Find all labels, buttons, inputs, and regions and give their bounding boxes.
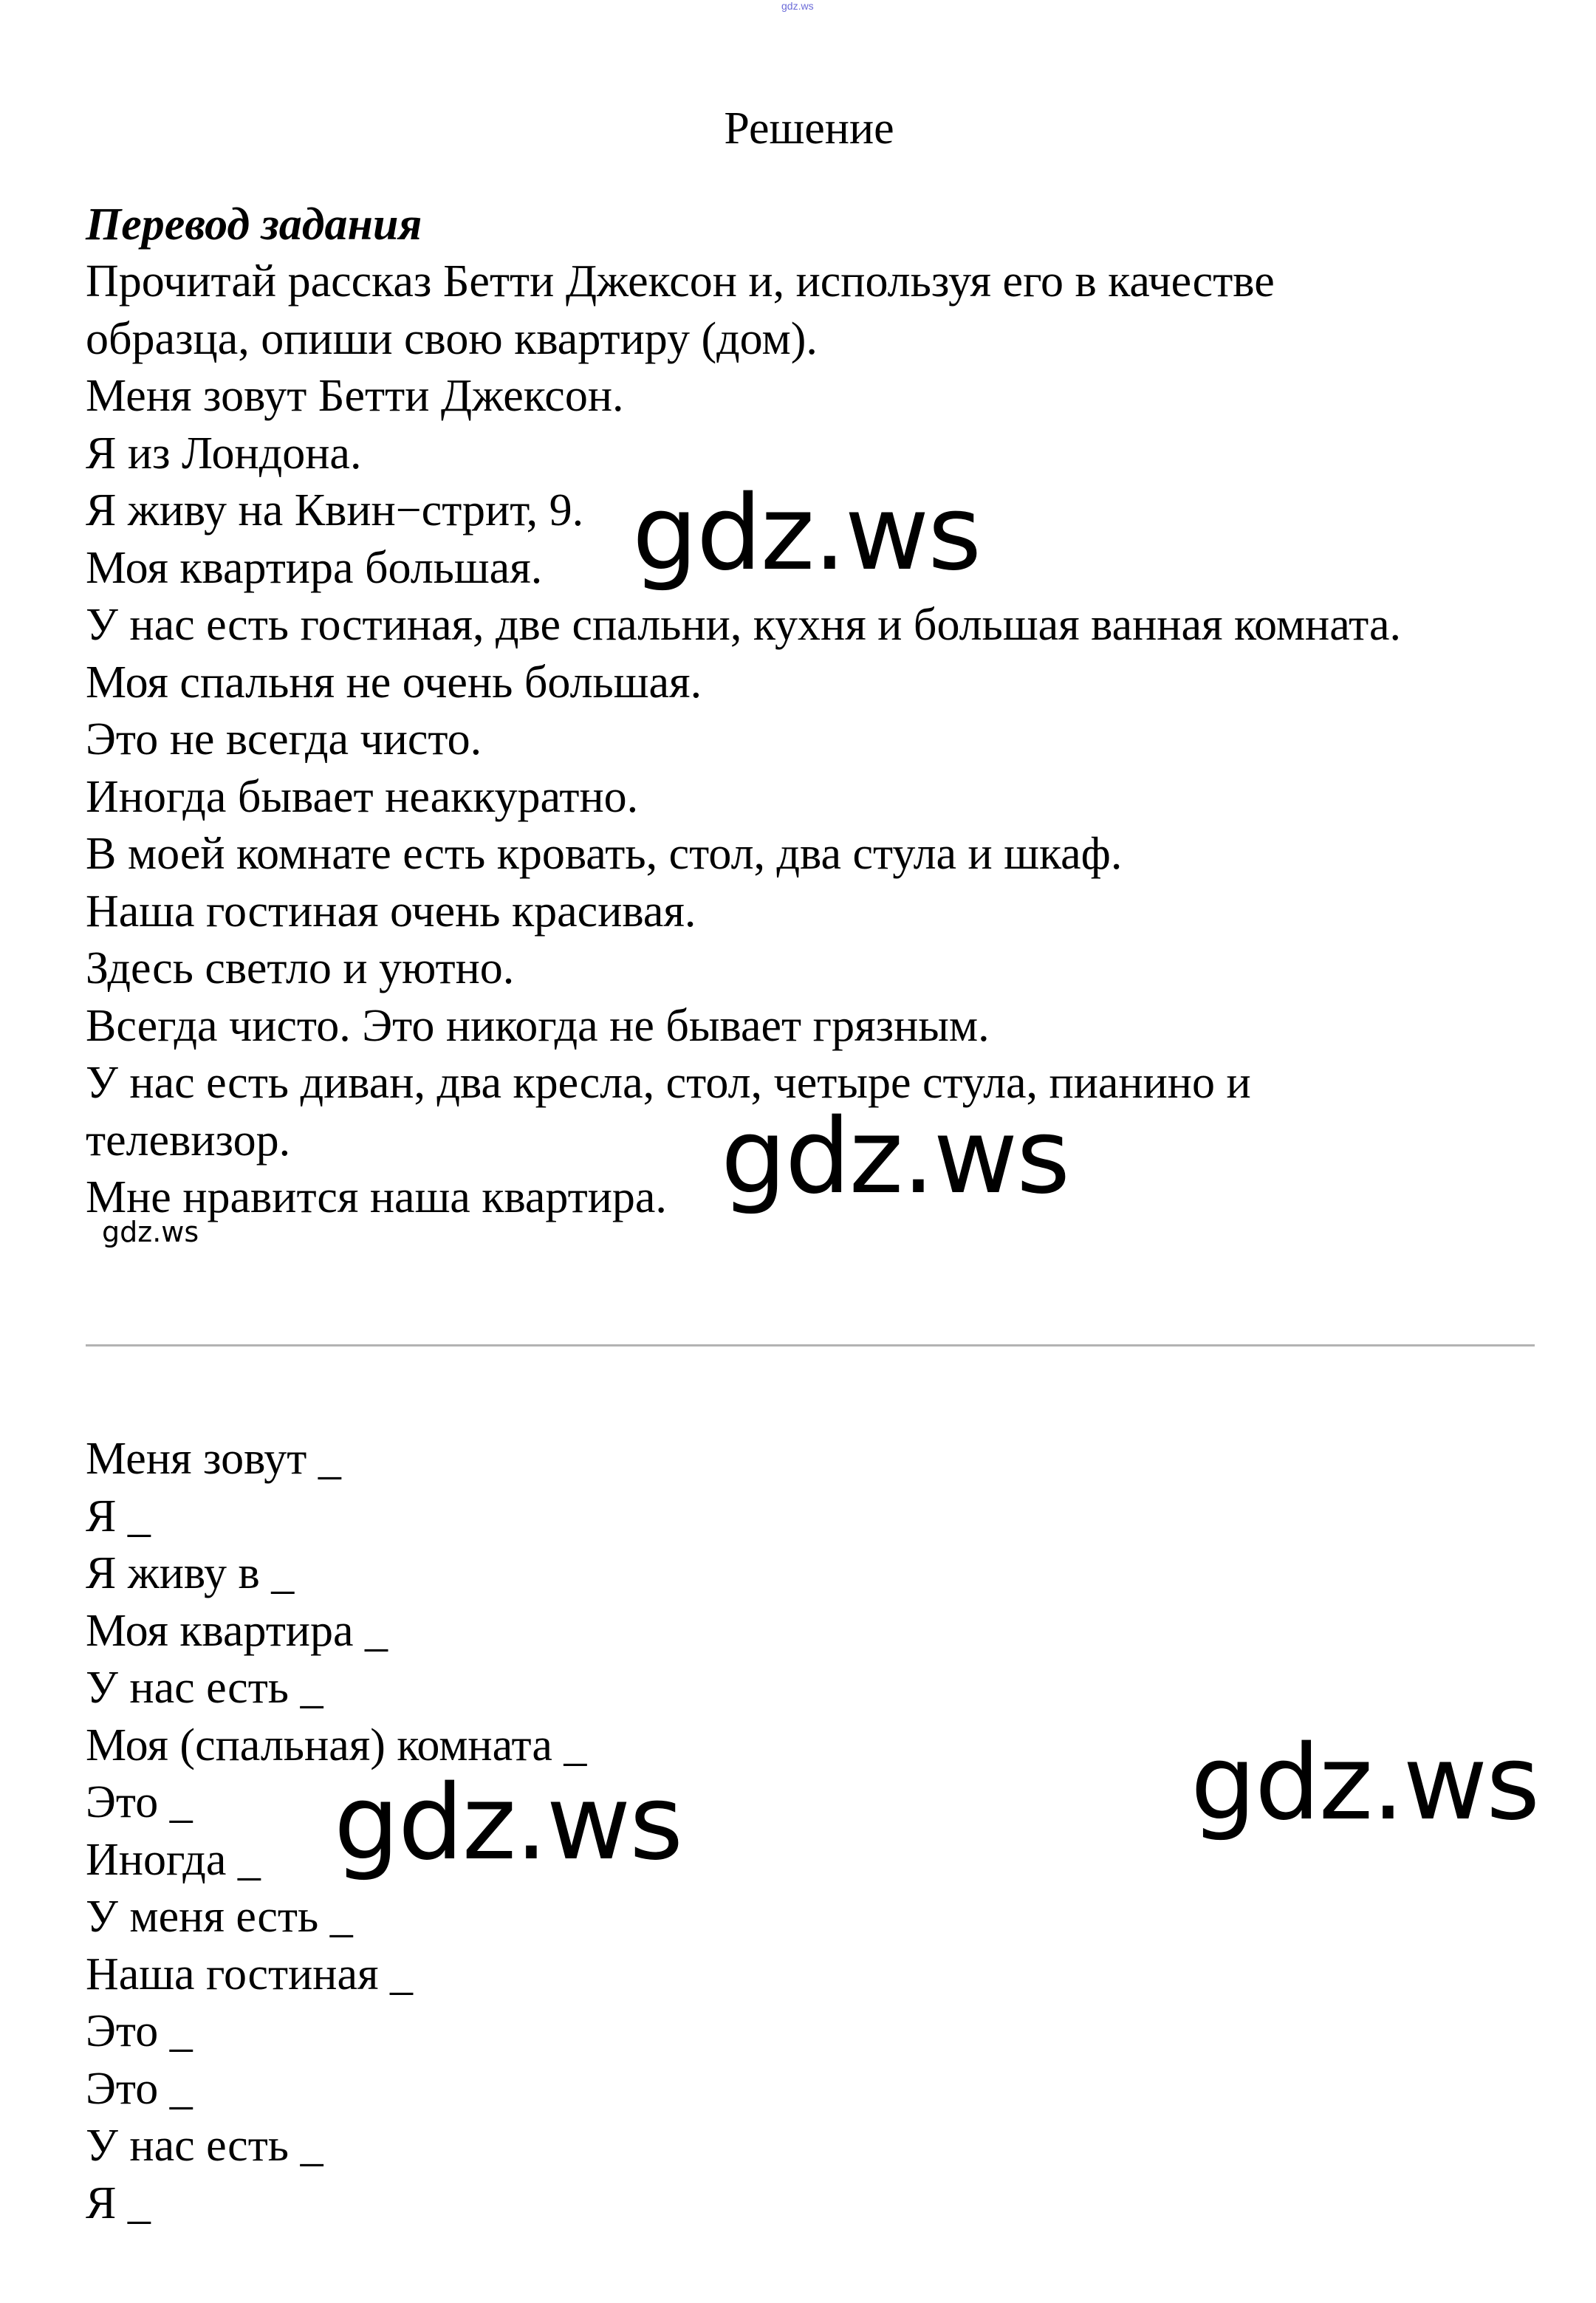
- watermark: gdz.ws: [632, 473, 981, 594]
- text-line: Иногда бывает неаккуратно.: [86, 771, 639, 822]
- text-line: Всегда чисто. Это никогда не бывает грязным.: [86, 1000, 990, 1051]
- template-line: Я _: [86, 1491, 151, 1541]
- template-line: Это _: [86, 2006, 193, 2056]
- text-line: Мне нравится наша квартира.: [86, 1172, 667, 1222]
- text-line: У нас есть диван, два кресла, стол, четыре стула, пианино и: [86, 1058, 1251, 1108]
- template-line: Это _: [86, 1777, 193, 1827]
- top-watermark: gdz.ws: [781, 0, 814, 12]
- watermark: gdz.ws: [1191, 1723, 1539, 1844]
- template-line: Я живу в _: [86, 1548, 295, 1598]
- page-title: Решение: [724, 103, 894, 154]
- text-line: Я из Лондона.: [86, 428, 362, 479]
- template-line: Я _: [86, 2177, 151, 2228]
- template-line: Моя (спальная) комната _: [86, 1719, 587, 1770]
- text-line: Здесь светло и уютно.: [86, 943, 515, 993]
- watermark: gdz.ws: [102, 1216, 199, 1248]
- text-line: В моей комнате есть кровать, стол, два стула и шкаф.: [86, 829, 1123, 879]
- template-line: У нас есть _: [86, 2121, 323, 2171]
- template-line: У меня есть _: [86, 1892, 353, 1942]
- template-line: Моя квартира _: [86, 1605, 388, 1656]
- watermark: gdz.ws: [334, 1763, 682, 1883]
- text-line: Моя квартира большая.: [86, 542, 543, 593]
- template-line: Наша гостиная _: [86, 1948, 413, 1999]
- watermark: gdz.ws: [721, 1097, 1069, 1217]
- translation-text: [86, 253, 1401, 1227]
- section-heading: Перевод задания: [86, 199, 422, 250]
- text-line: Моя спальня не очень большая.: [86, 657, 702, 708]
- text-line: Меня зовут Бетти Джексон.: [86, 371, 624, 421]
- template-line: Иногда _: [86, 1834, 261, 1885]
- text-line: Наша гостиная очень красивая.: [86, 886, 696, 937]
- text-line: Я живу на Квин−стрит, 9.: [86, 485, 584, 535]
- text-line: Прочитай рассказ Бетти Джексон и, используя его в качестве: [86, 256, 1275, 307]
- text-line: телевизор.: [86, 1115, 291, 1166]
- template-line: Это _: [86, 2063, 193, 2114]
- section-divider: [86, 1344, 1535, 1346]
- template-line: Меня зовут _: [86, 1434, 341, 1484]
- text-line: У нас есть гостиная, две спальни, кухня и большая ванная комната.: [86, 600, 1402, 650]
- template-line: У нас есть _: [86, 1663, 323, 1713]
- text-line: Это не всегда чисто.: [86, 714, 482, 764]
- text-line: образца, опиши свою квартиру (дом).: [86, 313, 818, 364]
